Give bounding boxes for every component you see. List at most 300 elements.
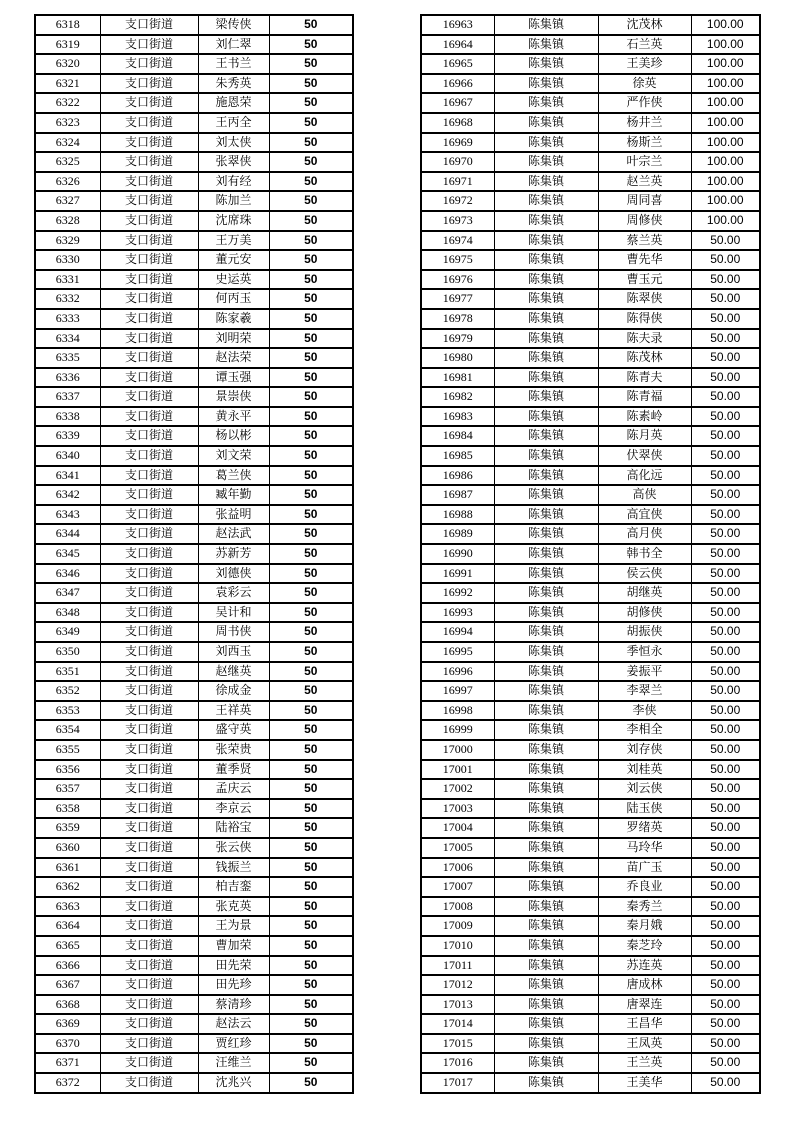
table-row	[421, 250, 760, 270]
row-id-cell: 17010	[421, 936, 494, 956]
row-id-cell: 17013	[421, 995, 494, 1015]
row-id-cell: 6361	[35, 858, 100, 878]
region-cell: 支口街道	[100, 250, 198, 270]
amount-cell: 50	[269, 720, 353, 740]
row-id-cell: 6347	[35, 583, 100, 603]
amount-cell: 100.00	[691, 35, 760, 55]
region-cell: 陈集镇	[494, 897, 598, 917]
region-cell: 支口街道	[100, 662, 198, 682]
row-id-cell: 6333	[35, 309, 100, 329]
amount-cell: 50	[269, 152, 353, 172]
row-id-cell: 16983	[421, 407, 494, 427]
region-cell: 支口街道	[100, 916, 198, 936]
region-cell: 陈集镇	[494, 211, 598, 231]
region-cell: 陈集镇	[494, 93, 598, 113]
region-cell: 支口街道	[100, 936, 198, 956]
amount-cell: 50.00	[691, 720, 760, 740]
name-cell: 张翠侠	[198, 152, 269, 172]
amount-cell: 50.00	[691, 701, 760, 721]
name-cell: 蔡清珍	[198, 995, 269, 1015]
amount-cell: 50.00	[691, 426, 760, 446]
amount-cell: 100.00	[691, 54, 760, 74]
amount-cell: 50	[269, 936, 353, 956]
right-roster-table	[420, 14, 761, 1094]
row-id-cell: 17017	[421, 1073, 494, 1093]
name-cell: 陈月英	[598, 426, 691, 446]
row-id-cell: 6318	[35, 15, 100, 35]
table-row	[35, 191, 353, 211]
amount-cell: 100.00	[691, 172, 760, 192]
name-cell: 王昌华	[598, 1014, 691, 1034]
name-cell: 李相全	[598, 720, 691, 740]
table-row	[421, 858, 760, 878]
region-cell: 支口街道	[100, 329, 198, 349]
region-cell: 陈集镇	[494, 113, 598, 133]
name-cell: 王美珍	[598, 54, 691, 74]
region-cell: 支口街道	[100, 975, 198, 995]
name-cell: 陈茂林	[598, 348, 691, 368]
region-cell: 陈集镇	[494, 368, 598, 388]
region-cell: 陈集镇	[494, 407, 598, 427]
name-cell: 刘存侠	[598, 740, 691, 760]
name-cell: 徐成金	[198, 681, 269, 701]
region-cell: 陈集镇	[494, 172, 598, 192]
amount-cell: 50.00	[691, 1014, 760, 1034]
row-id-cell: 6355	[35, 740, 100, 760]
name-cell: 唐成林	[598, 975, 691, 995]
row-id-cell: 16973	[421, 211, 494, 231]
amount-cell: 100.00	[691, 113, 760, 133]
row-id-cell: 6339	[35, 426, 100, 446]
amount-cell: 50	[269, 681, 353, 701]
name-cell: 谭玉强	[198, 368, 269, 388]
table-row	[35, 936, 353, 956]
name-cell: 陈夫录	[598, 329, 691, 349]
row-id-cell: 6360	[35, 838, 100, 858]
amount-cell: 50	[269, 133, 353, 153]
name-cell: 秦芝玲	[598, 936, 691, 956]
row-id-cell: 6356	[35, 760, 100, 780]
name-cell: 黄永平	[198, 407, 269, 427]
amount-cell: 50	[269, 426, 353, 446]
amount-cell: 50	[269, 564, 353, 584]
table-row	[35, 15, 353, 35]
row-id-cell: 6348	[35, 603, 100, 623]
amount-cell: 50	[269, 1034, 353, 1054]
table-row	[421, 74, 760, 94]
region-cell: 支口街道	[100, 701, 198, 721]
amount-cell: 50	[269, 877, 353, 897]
region-cell: 支口街道	[100, 622, 198, 642]
table-row	[421, 1014, 760, 1034]
table-row	[35, 681, 353, 701]
name-cell: 刘桂英	[598, 760, 691, 780]
amount-cell: 50.00	[691, 838, 760, 858]
name-cell: 胡继英	[598, 583, 691, 603]
region-cell: 陈集镇	[494, 152, 598, 172]
table-row	[421, 329, 760, 349]
row-id-cell: 17009	[421, 916, 494, 936]
table-row	[421, 446, 760, 466]
amount-cell: 50	[269, 93, 353, 113]
amount-cell: 50	[269, 270, 353, 290]
amount-cell: 50	[269, 622, 353, 642]
region-cell: 支口街道	[100, 544, 198, 564]
region-cell: 支口街道	[100, 74, 198, 94]
name-cell: 袁彩云	[198, 583, 269, 603]
region-cell: 陈集镇	[494, 936, 598, 956]
name-cell: 陈家羲	[198, 309, 269, 329]
amount-cell: 100.00	[691, 15, 760, 35]
table-row	[421, 897, 760, 917]
region-cell: 支口街道	[100, 426, 198, 446]
table-row	[421, 818, 760, 838]
name-cell: 曹先华	[598, 250, 691, 270]
table-row	[35, 583, 353, 603]
region-cell: 陈集镇	[494, 191, 598, 211]
name-cell: 刘明荣	[198, 329, 269, 349]
name-cell: 张云侠	[198, 838, 269, 858]
row-id-cell: 16986	[421, 466, 494, 486]
name-cell: 曹加荣	[198, 936, 269, 956]
name-cell: 赵法武	[198, 524, 269, 544]
table-row	[35, 466, 353, 486]
region-cell: 陈集镇	[494, 544, 598, 564]
amount-cell: 50.00	[691, 622, 760, 642]
amount-cell: 50.00	[691, 956, 760, 976]
table-row	[35, 897, 353, 917]
name-cell: 刘西玉	[198, 642, 269, 662]
amount-cell: 50.00	[691, 270, 760, 290]
region-cell: 陈集镇	[494, 1014, 598, 1034]
amount-cell: 50.00	[691, 858, 760, 878]
region-cell: 支口街道	[100, 1053, 198, 1073]
name-cell: 高宜侠	[598, 505, 691, 525]
table-row	[35, 35, 353, 55]
region-cell: 陈集镇	[494, 1053, 598, 1073]
name-cell: 周修侠	[598, 211, 691, 231]
table-row	[35, 818, 353, 838]
amount-cell: 50	[269, 975, 353, 995]
amount-cell: 50.00	[691, 642, 760, 662]
row-id-cell: 16999	[421, 720, 494, 740]
name-cell: 乔良业	[598, 877, 691, 897]
row-id-cell: 6341	[35, 466, 100, 486]
amount-cell: 50	[269, 1073, 353, 1093]
table-row	[35, 426, 353, 446]
row-id-cell: 16995	[421, 642, 494, 662]
region-cell: 支口街道	[100, 740, 198, 760]
amount-cell: 50	[269, 485, 353, 505]
amount-cell: 50.00	[691, 916, 760, 936]
name-cell: 赵法云	[198, 1014, 269, 1034]
table-row	[421, 270, 760, 290]
region-cell: 支口街道	[100, 505, 198, 525]
table-row	[35, 93, 353, 113]
region-cell: 陈集镇	[494, 681, 598, 701]
amount-cell: 50	[269, 15, 353, 35]
amount-cell: 50	[269, 524, 353, 544]
amount-cell: 50	[269, 309, 353, 329]
amount-cell: 50.00	[691, 544, 760, 564]
amount-cell: 50	[269, 603, 353, 623]
region-cell: 陈集镇	[494, 446, 598, 466]
name-cell: 刘有经	[198, 172, 269, 192]
table-row	[35, 231, 353, 251]
table-row	[421, 113, 760, 133]
table-row	[421, 662, 760, 682]
amount-cell: 50.00	[691, 975, 760, 995]
name-cell: 王兰英	[598, 1053, 691, 1073]
row-id-cell: 16964	[421, 35, 494, 55]
row-id-cell: 6337	[35, 387, 100, 407]
name-cell: 王丙全	[198, 113, 269, 133]
region-cell: 支口街道	[100, 583, 198, 603]
amount-cell: 50	[269, 74, 353, 94]
region-cell: 支口街道	[100, 858, 198, 878]
name-cell: 陈翠侠	[598, 289, 691, 309]
row-id-cell: 6336	[35, 368, 100, 388]
table-row	[35, 54, 353, 74]
row-id-cell: 17011	[421, 956, 494, 976]
table-row	[35, 662, 353, 682]
name-cell: 董季贤	[198, 760, 269, 780]
region-cell: 陈集镇	[494, 583, 598, 603]
name-cell: 田先荣	[198, 956, 269, 976]
amount-cell: 50.00	[691, 505, 760, 525]
name-cell: 刘太侠	[198, 133, 269, 153]
row-id-cell: 16991	[421, 564, 494, 584]
row-id-cell: 6324	[35, 133, 100, 153]
amount-cell: 50.00	[691, 897, 760, 917]
row-id-cell: 16967	[421, 93, 494, 113]
row-id-cell: 6358	[35, 799, 100, 819]
name-cell: 杨斯兰	[598, 133, 691, 153]
row-id-cell: 16979	[421, 329, 494, 349]
region-cell: 陈集镇	[494, 348, 598, 368]
name-cell: 汪维兰	[198, 1053, 269, 1073]
row-id-cell: 17007	[421, 877, 494, 897]
region-cell: 陈集镇	[494, 35, 598, 55]
row-id-cell: 16980	[421, 348, 494, 368]
table-row	[35, 407, 353, 427]
row-id-cell: 6370	[35, 1034, 100, 1054]
row-id-cell: 6351	[35, 662, 100, 682]
table-row	[35, 701, 353, 721]
amount-cell: 50	[269, 387, 353, 407]
region-cell: 支口街道	[100, 172, 198, 192]
name-cell: 马玲华	[598, 838, 691, 858]
name-cell: 陈青福	[598, 387, 691, 407]
row-id-cell: 17002	[421, 779, 494, 799]
amount-cell: 50.00	[691, 387, 760, 407]
name-cell: 张克英	[198, 897, 269, 917]
amount-cell: 100.00	[691, 211, 760, 231]
table-row	[35, 74, 353, 94]
name-cell: 侯云侠	[598, 564, 691, 584]
table-row	[421, 505, 760, 525]
row-id-cell: 6368	[35, 995, 100, 1015]
row-id-cell: 16968	[421, 113, 494, 133]
name-cell: 严作侠	[598, 93, 691, 113]
amount-cell: 50	[269, 818, 353, 838]
amount-cell: 50.00	[691, 760, 760, 780]
row-id-cell: 16971	[421, 172, 494, 192]
table-row	[35, 779, 353, 799]
region-cell: 支口街道	[100, 779, 198, 799]
row-id-cell: 16978	[421, 309, 494, 329]
row-id-cell: 6369	[35, 1014, 100, 1034]
region-cell: 支口街道	[100, 1073, 198, 1093]
table-row	[35, 1034, 353, 1054]
region-cell: 支口街道	[100, 35, 198, 55]
table-row	[421, 701, 760, 721]
region-cell: 陈集镇	[494, 838, 598, 858]
row-id-cell: 6325	[35, 152, 100, 172]
table-row	[421, 760, 760, 780]
amount-cell: 50	[269, 799, 353, 819]
row-id-cell: 6364	[35, 916, 100, 936]
amount-cell: 50.00	[691, 818, 760, 838]
amount-cell: 50	[269, 54, 353, 74]
table-row	[35, 133, 353, 153]
table-row	[35, 720, 353, 740]
region-cell: 陈集镇	[494, 133, 598, 153]
name-cell: 臧年勤	[198, 485, 269, 505]
name-cell: 钱振兰	[198, 858, 269, 878]
row-id-cell: 16989	[421, 524, 494, 544]
row-id-cell: 6332	[35, 289, 100, 309]
region-cell: 陈集镇	[494, 995, 598, 1015]
amount-cell: 50.00	[691, 662, 760, 682]
table-row	[421, 1073, 760, 1093]
row-id-cell: 6321	[35, 74, 100, 94]
table-row	[421, 54, 760, 74]
row-id-cell: 6338	[35, 407, 100, 427]
row-id-cell: 17014	[421, 1014, 494, 1034]
row-id-cell: 16987	[421, 485, 494, 505]
table-row	[421, 172, 760, 192]
amount-cell: 50	[269, 35, 353, 55]
row-id-cell: 6331	[35, 270, 100, 290]
region-cell: 陈集镇	[494, 877, 598, 897]
name-cell: 陆裕宝	[198, 818, 269, 838]
row-id-cell: 16965	[421, 54, 494, 74]
table-row	[421, 936, 760, 956]
name-cell: 葛兰侠	[198, 466, 269, 486]
region-cell: 支口街道	[100, 113, 198, 133]
region-cell: 陈集镇	[494, 309, 598, 329]
region-cell: 支口街道	[100, 387, 198, 407]
table-row	[421, 975, 760, 995]
amount-cell: 50.00	[691, 446, 760, 466]
table-row	[35, 348, 353, 368]
name-cell: 王凤英	[598, 1034, 691, 1054]
name-cell: 沈席珠	[198, 211, 269, 231]
region-cell: 支口街道	[100, 720, 198, 740]
row-id-cell: 6353	[35, 701, 100, 721]
row-id-cell: 6328	[35, 211, 100, 231]
name-cell: 赵继英	[198, 662, 269, 682]
name-cell: 叶宗兰	[598, 152, 691, 172]
table-row	[35, 642, 353, 662]
name-cell: 高月侠	[598, 524, 691, 544]
amount-cell: 50.00	[691, 1034, 760, 1054]
row-id-cell: 6365	[35, 936, 100, 956]
table-row	[35, 799, 353, 819]
amount-cell: 50.00	[691, 250, 760, 270]
row-id-cell: 6359	[35, 818, 100, 838]
amount-cell: 50.00	[691, 329, 760, 349]
amount-cell: 50	[269, 838, 353, 858]
table-row	[421, 642, 760, 662]
region-cell: 支口街道	[100, 956, 198, 976]
row-id-cell: 16997	[421, 681, 494, 701]
amount-cell: 50	[269, 231, 353, 251]
name-cell: 刘云侠	[598, 779, 691, 799]
table-row	[35, 250, 353, 270]
table-row	[35, 329, 353, 349]
amount-cell: 50.00	[691, 583, 760, 603]
amount-cell: 50	[269, 407, 353, 427]
name-cell: 景崇侠	[198, 387, 269, 407]
region-cell: 支口街道	[100, 524, 198, 544]
table-row	[421, 309, 760, 329]
region-cell: 支口街道	[100, 54, 198, 74]
table-row	[421, 407, 760, 427]
table-row	[421, 877, 760, 897]
amount-cell: 50	[269, 368, 353, 388]
name-cell: 姜振平	[598, 662, 691, 682]
amount-cell: 50.00	[691, 1073, 760, 1093]
name-cell: 董元安	[198, 250, 269, 270]
row-id-cell: 6319	[35, 35, 100, 55]
name-cell: 陈得侠	[598, 309, 691, 329]
region-cell: 陈集镇	[494, 289, 598, 309]
row-id-cell: 17016	[421, 1053, 494, 1073]
row-id-cell: 16976	[421, 270, 494, 290]
amount-cell: 50.00	[691, 485, 760, 505]
table-row	[421, 740, 760, 760]
table-row	[35, 740, 353, 760]
table-row	[421, 524, 760, 544]
table-row	[421, 93, 760, 113]
amount-cell: 50	[269, 916, 353, 936]
right-table-body	[421, 15, 760, 1093]
table-row	[421, 995, 760, 1015]
table-row	[35, 113, 353, 133]
region-cell: 支口街道	[100, 1034, 198, 1054]
region-cell: 支口街道	[100, 897, 198, 917]
region-cell: 支口街道	[100, 270, 198, 290]
name-cell: 王万美	[198, 231, 269, 251]
amount-cell: 50	[269, 446, 353, 466]
row-id-cell: 16981	[421, 368, 494, 388]
name-cell: 刘文荣	[198, 446, 269, 466]
region-cell: 陈集镇	[494, 387, 598, 407]
table-row	[35, 309, 353, 329]
region-cell: 陈集镇	[494, 701, 598, 721]
name-cell: 杨井兰	[598, 113, 691, 133]
region-cell: 支口街道	[100, 309, 198, 329]
row-id-cell: 17004	[421, 818, 494, 838]
amount-cell: 50.00	[691, 936, 760, 956]
table-row	[421, 426, 760, 446]
table-row	[35, 622, 353, 642]
region-cell: 支口街道	[100, 818, 198, 838]
table-row	[421, 564, 760, 584]
amount-cell: 50.00	[691, 681, 760, 701]
